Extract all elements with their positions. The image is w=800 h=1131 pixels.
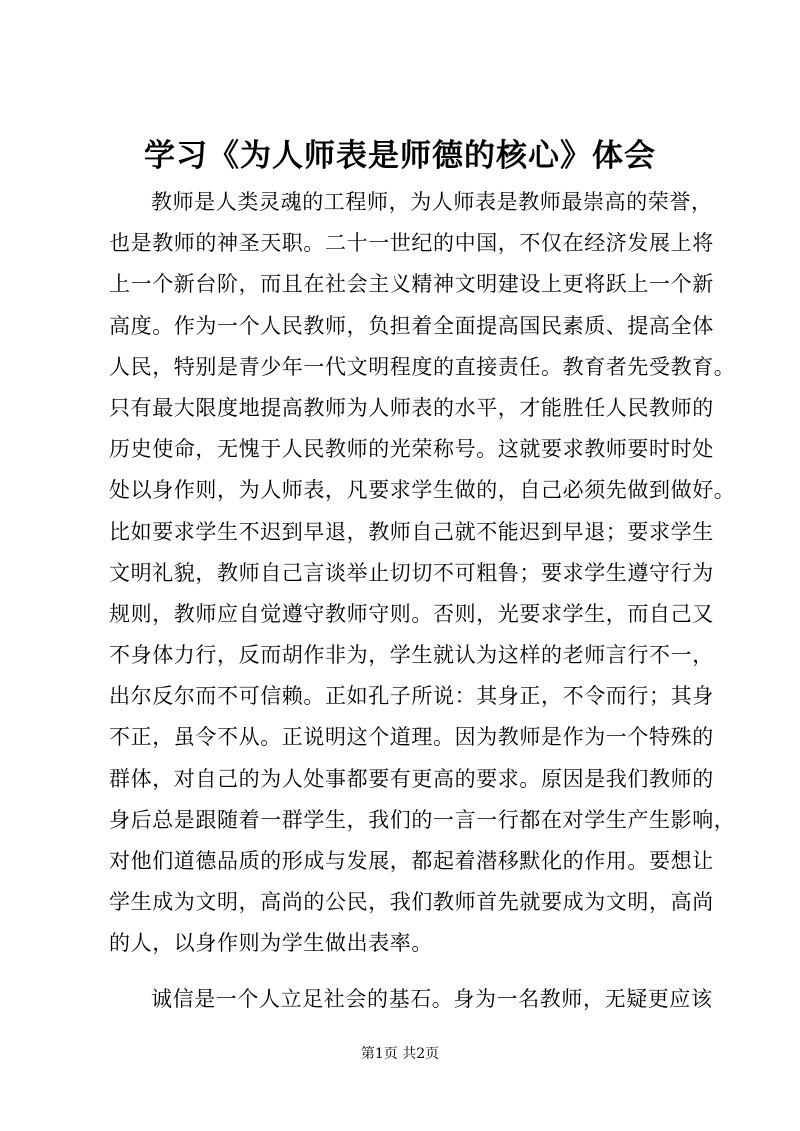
- page-number-indicator: 第1页 共2页: [360, 1046, 440, 1062]
- text-line: 规则，教师应自觉遵守教师守则。否则，光要求学生，而自己又: [109, 601, 714, 626]
- text-line: 不身体力行，反而胡作非为，学生就认为这样的老师言行不一，: [109, 643, 714, 668]
- text-line: 文明礼貌，教师自己言谈举止切切不可粗鲁；要求学生遵守行为: [109, 560, 714, 585]
- paragraph-1: [109, 182, 736, 965]
- text-line: 也是教师的神圣天职。二十一世纪的中国，不仅在经济发展上将: [109, 231, 714, 256]
- text-line: 不正，虽令不从。正说明这个道理。因为教师是作为一个特殊的: [109, 725, 714, 750]
- text-line: 教师是人类灵魂的工程师，为人师表是教师最崇高的荣誉，: [151, 190, 713, 214]
- text-line: 比如要求学生不迟到早退，教师自己就不能迟到早退；要求学生: [109, 519, 714, 544]
- text-line: 处以身作则，为人师表，凡要求学生做的，自己必须先做到做好。: [109, 478, 736, 503]
- text-line: 人民，特别是青少年一代文明程度的直接责任。教育者先受教育。: [109, 354, 736, 379]
- document-title: 学习《为人师表是师德的核心》体会: [144, 138, 656, 174]
- text-line: 历史使命，无愧于人民教师的光荣称号。这就要求教师要时时处: [109, 437, 714, 462]
- text-line: 对他们道德品质的形成与发展，都起着潜移默化的作用。要想让: [109, 849, 714, 873]
- text-line: 的人，以身作则为学生做出表率。: [109, 931, 433, 956]
- text-line: 诚信是一个人立足社会的基石。身为一名教师，无疑更应该: [151, 986, 713, 1011]
- text-line: 高度。作为一个人民教师，负担着全面提高国民素质、提高全体: [109, 313, 714, 338]
- text-line: 身后总是跟随着一群学生，我们的一言一行都在对学生产生影响，: [109, 807, 736, 832]
- text-line: 学生成为文明，高尚的公民，我们教师首先就要成为文明，高尚: [109, 890, 714, 915]
- document-body: [109, 182, 736, 1020]
- text-line: 出尔反尔而不可信赖。正如孔子所说：其身正，不令而行；其身: [109, 684, 714, 709]
- text-line: 群体，对自己的为人处事都要有更高的要求。原因是我们教师的: [109, 766, 714, 791]
- text-line: 上一个新台阶，而且在社会主义精神文明建设上更将跃上一个新: [109, 272, 714, 297]
- text-line: 只有最大限度地提高教师为人师表的水平，才能胜任人民教师的: [109, 395, 714, 420]
- page-footer: [0, 1044, 800, 1064]
- paragraph-2: [109, 979, 713, 1020]
